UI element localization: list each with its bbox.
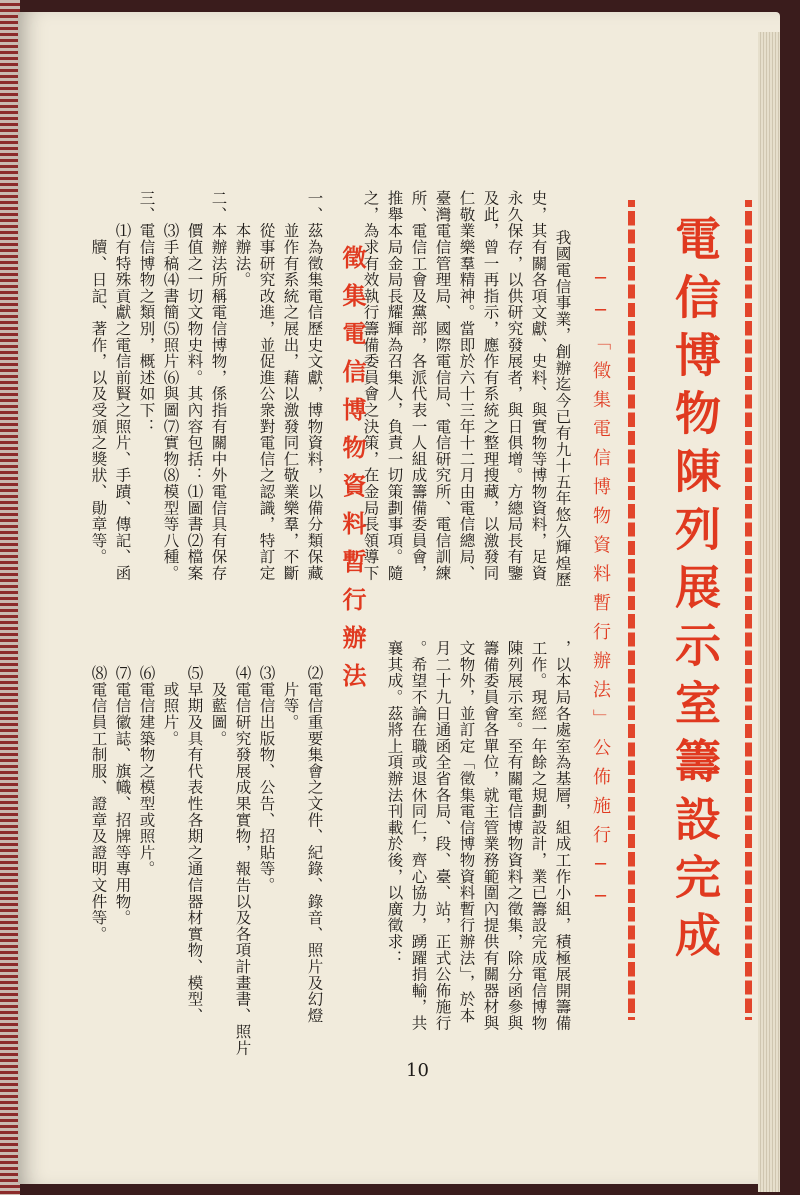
intro-column: 所、電信工會及黨部，各派代表一人組成籌備委員會， [409,190,428,582]
rule-column: ⑴有特殊貢獻之電信前賢之照片、手蹟、傳記、函 [113,190,132,582]
rule-column: 三、電信博物之類別，概述如下： [137,190,156,435]
rule-column: 從事研究改進，並促進公衆對電信之認識，特訂定 [257,190,276,582]
rule-column: ⑶手稿⑷書簡⑸照片⑹與圖⑺實物⑻模型等八種。 [161,190,180,582]
intro-column: 籌備委員會各單位，就主管業務範圍內提供有關器材與 [481,640,500,1032]
rule-column: ⑷電信研究發展成果實物，報告以及各項計畫書、照片 [233,665,252,1057]
page-subtitle: ──「徵集電信博物資料暫行辦法」公佈施行── [590,268,611,918]
page-title: 電信博物陳列展示室籌設完成 [668,215,722,969]
rule-column: 二、本辦法所稱電信博物，係指有關中外電信具有保存 [209,190,228,582]
intro-column: 工作。現經一年餘之規劃設計，業已籌設完成電信博物 [529,640,548,1032]
rule-column: ⑶電信出版物、公告、招貼等。 [257,665,276,894]
rule-column: 並作有系統之展出，藉以激發同仁敬業樂羣，不斷 [281,190,300,582]
rule-column: ⑺電信徽誌、旗幟、招牌等專用物。 [113,665,132,926]
rule-column: 價值之一切文物史料。其內容包括：⑴圖書⑵檔案 [185,190,204,582]
rule-column: 牘、日記、著作，以及受頒之獎狀、勛章等。 [89,190,108,565]
rule-column: ⑸早期及具有代表性各期之通信器材實物、模型、 [185,665,204,1024]
intro-column: 我國電信事業，創辦迄今已有九十五年悠久輝煌歷 [553,213,572,588]
rule-column: 片等。 [281,665,300,731]
intro-column: 文物外，並訂定「徵集電信博物資料暫行辦法」，於本 [457,640,476,1024]
rule-column: 及藍圖。 [209,665,228,747]
intro-column: 仁敬業樂羣精神。當即於六十三年十二月由電信總局、 [457,190,476,582]
intro-column: 月二十九日通函全省各局、段、臺、站，正式公佈施行 [433,640,452,1032]
intro-column: 推舉本局金局長耀輝為召集人，負責一切策劃事項。隨 [385,190,404,582]
intro-column: 陳列展示室。至有關電信博物資料之徵集，除分函參與 [505,640,524,1032]
intro-column: 永久保存，以供研究發展者，與日俱增。方總局長有鑒 [505,190,524,582]
rule-column: ⑻電信員工制服、證章及證明文件等。 [89,665,108,943]
intro-column: 襄其成。茲將上項辦法刊載於後，以廣徵求： [385,640,404,966]
page-edge [758,32,780,1192]
page-number: 10 [406,1060,429,1081]
rule-column: ⑵電信重要集會之文件、紀錄、錄音、照片及幻燈 [305,665,324,1024]
intro-column: 史，其有關各項文獻、史料、與實物等博物資料，足資 [529,190,548,582]
intro-column: 之，為求有效執行籌備委員會之決策，在金局長領導下 [361,190,380,582]
rule-column: ⑹電信建築物之模型或照片。 [137,665,156,877]
section-heading: 徵集電信博物資料暫行辦法 [338,245,367,701]
intro-column: ，以本局各處室為基層，組成工作小組，積極展開籌備 [553,640,572,1032]
rule-column: 本辦法。 [233,190,252,288]
rule-column: 一、茲為徵集電信歷史文獻，博物資料，以備分類保藏 [305,190,324,582]
intro-column: 及此，曾一再指示，應作有系統之整理搜藏，以激發同 [481,190,500,582]
spine-stripes [0,0,20,1195]
intro-column: 臺灣電信管理局、國際電信局、電信研究所、電信訓練 [433,190,452,582]
rule-column: 或照片。 [161,665,180,747]
intro-column: 。希望不論在職或退休同仁，齊心協力，踴躍捐輸，共 [409,640,428,1032]
